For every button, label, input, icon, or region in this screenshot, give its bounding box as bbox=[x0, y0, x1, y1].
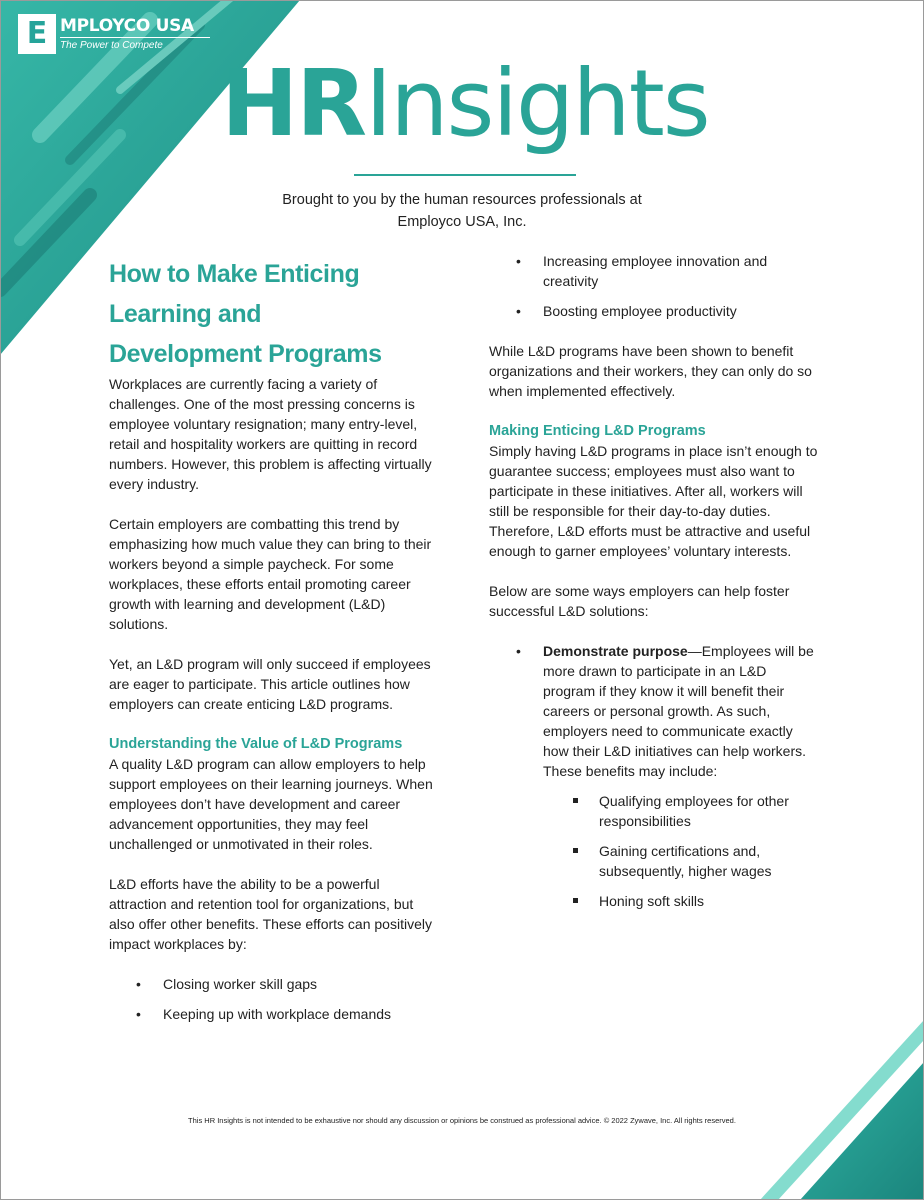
logo-letter: E bbox=[18, 14, 56, 54]
list-item: Qualifying employees for other responsibilities bbox=[489, 791, 819, 831]
list-item bbox=[489, 641, 819, 781]
intro-paragraph: Yet, an L&D program will only succeed if employees are eager to participate. This article outlines how employers can create enticing L&D programs. bbox=[109, 656, 431, 712]
body-paragraph: Simply having L&D programs in place isn’t enough to guarantee success; employees must also want to participate in these initiatives. After all, workers will still be responsible for their day-to-day duties. Therefore, L&D efforts must be attractive and useful enough to garner employees’ voluntary interests. bbox=[489, 443, 818, 559]
masthead-hr: HR bbox=[221, 50, 366, 157]
article-title-line: Development Programs bbox=[109, 340, 382, 368]
byline-line1: Brought to you by the human resources professionals at bbox=[282, 192, 642, 208]
strategy-text: —Employees will be more drawn to participate in an L&D program if they know it will benefit their careers or personal growth. As such, employers need to communicate exactly how their L&D initiatives can help workers. These benefits may include: bbox=[543, 643, 814, 779]
masthead-insights: Insights bbox=[365, 50, 709, 157]
intro-paragraph: Workplaces are currently facing a variety of challenges. One of the most pressing concerns is employee voluntary resignation; many entry-level, retail and hospitality workers are quitting in record numbers. However, this problem is affecting virtually every industry. bbox=[109, 376, 432, 492]
list-item: Gaining certifications and, subsequently, higher wages bbox=[489, 841, 819, 881]
left-column bbox=[109, 254, 439, 1044]
body-paragraph: Below are some ways employers can help foster successful L&D solutions: bbox=[489, 583, 790, 619]
article-title-line: How to Make Enticing bbox=[109, 260, 360, 288]
masthead-rule bbox=[354, 174, 576, 176]
newsletter-masthead bbox=[210, 50, 720, 157]
logo-tagline: The Power to Compete bbox=[60, 40, 163, 51]
benefit-list bbox=[109, 974, 439, 1024]
byline bbox=[180, 189, 744, 233]
sub-benefit-list bbox=[489, 791, 819, 911]
list-item: Honing soft skills bbox=[489, 891, 819, 911]
employco-logo bbox=[18, 14, 198, 58]
bottom-right-band bbox=[800, 1062, 924, 1200]
strategy-title: Demonstrate purpose bbox=[543, 643, 688, 659]
footer-disclaimer: This HR Insights is not intended to be exhaustive nor should any discussion or opinions be construed as professional advice. © 2022 Zywave, Inc. All rights reserved. bbox=[188, 1116, 736, 1125]
article-title bbox=[109, 254, 439, 374]
section-heading-value: Understanding the Value of L&D Programs bbox=[109, 736, 403, 752]
section-heading-making: Making Enticing L&D Programs bbox=[489, 423, 706, 439]
body-paragraph: L&D efforts have the ability to be a powerful attraction and retention tool for organizations, but also offer other benefits. These efforts can positively impact workplaces by: bbox=[109, 876, 432, 952]
logo-underline bbox=[60, 37, 210, 38]
strategy-list bbox=[489, 641, 819, 781]
list-item: • Boosting employee productivity bbox=[489, 301, 819, 321]
benefit-list-continued bbox=[489, 251, 819, 321]
list-item: • Keeping up with workplace demands bbox=[109, 1004, 439, 1024]
right-column bbox=[489, 251, 819, 931]
list-item: • Increasing employee innovation and creativity bbox=[489, 251, 819, 291]
byline-line2: Employco USA, Inc. bbox=[397, 214, 527, 230]
body-paragraph: While L&D programs have been shown to benefit organizations and their workers, they can only do so when implemented effectively. bbox=[489, 343, 812, 399]
list-item: • Closing worker skill gaps bbox=[109, 974, 439, 994]
body-paragraph: A quality L&D program can allow employers to help support employees on their learning journeys. When employees don’t have development and career advancement opportunities, they may feel unchallenged or unmotivated in their roles. bbox=[109, 756, 433, 852]
intro-paragraph: Certain employers are combatting this trend by emphasizing how much value they can bring to their workers beyond a simple paycheck. For some workplaces, these efforts entail promoting career growth with learning and development (L&D) solutions. bbox=[109, 516, 432, 632]
logo-name: MPLOYCO USA bbox=[60, 16, 194, 36]
article-title-line: Learning and bbox=[109, 300, 262, 328]
